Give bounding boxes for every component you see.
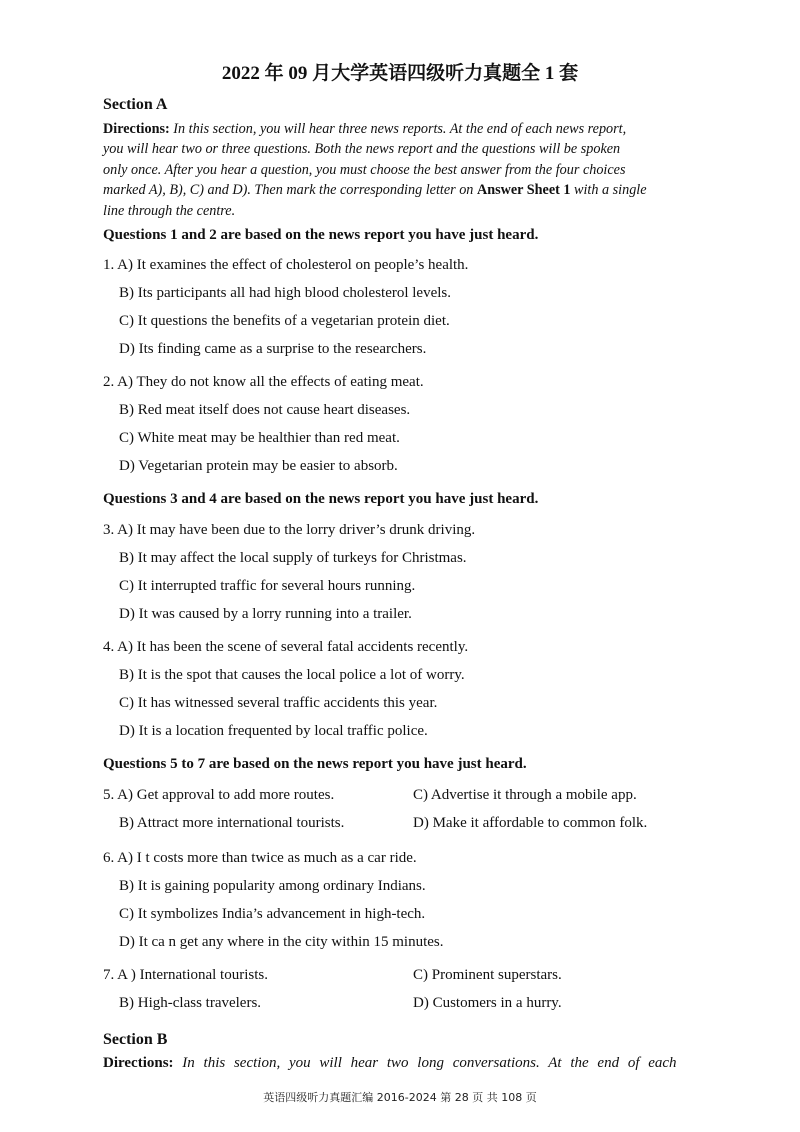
section-a-heading: Section A <box>103 96 168 113</box>
directions-line: In this section, you will hear two long conversations. At the end of each <box>182 1055 677 1071</box>
section-b-directions <box>103 1053 698 1073</box>
q7-option-b: B) High-class travelers. <box>119 995 262 1011</box>
q2-option-a: 2. A) They do not know all the effects of eating meat. <box>103 374 424 390</box>
q7-option-d: D) Customers in a hurry. <box>413 995 562 1011</box>
directions-line: only once. After you hear a question, you must choose the best answer from the four choices <box>103 161 626 178</box>
q1-option-d: D) Its finding came as a surprise to the researchers. <box>119 341 427 357</box>
q1-option-b: B) Its participants all had high blood cholesterol levels. <box>119 285 452 301</box>
q2-option-b: B) Red meat itself does not cause heart diseases. <box>119 402 411 418</box>
question-group-header: Questions 3 and 4 are based on the news report you have just heard. <box>103 491 539 507</box>
q6-option-c: C) It symbolizes India’s advancement in high-tech. <box>119 906 426 922</box>
answer-sheet-label: Answer Sheet 1 <box>476 182 571 199</box>
q2-option-c: C) White meat may be healthier than red meat. <box>119 430 400 446</box>
q7-option-c: C) Prominent superstars. <box>413 967 562 983</box>
directions-line: line through the centre. <box>103 202 236 219</box>
q6-option-a: 6. A) I t costs more than twice as much as a car ride. <box>103 850 417 866</box>
q5-option-d: D) Make it affordable to common folk. <box>413 815 648 831</box>
q7-option-a: 7. A ) International tourists. <box>103 967 268 983</box>
q3-option-a: 3. A) It may have been due to the lorry driver’s drunk driving. <box>103 522 476 538</box>
directions-line: with a single <box>574 182 647 199</box>
directions-line: you will hear two or three questions. Both the news report and the questions will be spoken <box>103 141 621 158</box>
q2-option-d: D) Vegetarian protein may be easier to absorb. <box>119 458 398 474</box>
q3-option-b: B) It may affect the local supply of turkeys for Christmas. <box>119 550 467 566</box>
directions-label: Directions: <box>103 1055 174 1071</box>
directions-line: marked A), B), C) and D). Then mark the corresponding letter on <box>103 182 474 199</box>
q1-option-c: C) It questions the benefits of a vegetarian protein diet. <box>119 313 450 329</box>
q5-option-a: 5. A) Get approval to add more routes. <box>103 787 335 803</box>
q6-option-b: B) It is gaining popularity among ordinary Indians. <box>119 878 426 894</box>
question-group-header: Questions 1 and 2 are based on the news report you have just heard. <box>103 227 539 243</box>
section-a-directions <box>103 119 698 221</box>
q3-option-c: C) It interrupted traffic for several hours running. <box>119 578 416 594</box>
q4-option-a: 4. A) It has been the scene of several fatal accidents recently. <box>103 639 469 655</box>
q4-option-c: C) It has witnessed several traffic accidents this year. <box>119 695 438 711</box>
question-group-header: Questions 5 to 7 are based on the news report you have just heard. <box>103 756 527 772</box>
directions-label: Directions: <box>103 121 170 137</box>
q3-option-d: D) It was caused by a lorry running into a trailer. <box>119 606 412 622</box>
directions-line: In this section, you will hear three news reports. At the end of each news report, <box>173 121 627 137</box>
q4-option-d: D) It is a location frequented by local traffic police. <box>119 723 428 739</box>
page-footer: 英语四级听力真题汇编 2016-2024 第 28 页 共 108 页 <box>263 1091 537 1104</box>
q6-option-d: D) It ca n get any where in the city within 15 minutes. <box>119 934 444 950</box>
section-b-heading: Section B <box>103 1031 168 1048</box>
page-title: 2022 年 09 月大学英语四级听力真题全 1 套 <box>221 63 579 84</box>
q4-option-b: B) It is the spot that causes the local police a lot of worry. <box>119 667 465 683</box>
q5-option-b: B) Attract more international tourists. <box>119 815 345 831</box>
q5-option-c: C) Advertise it through a mobile app. <box>413 787 637 803</box>
q1-option-a: 1. A) It examines the effect of cholesterol on people’s health. <box>103 257 469 273</box>
